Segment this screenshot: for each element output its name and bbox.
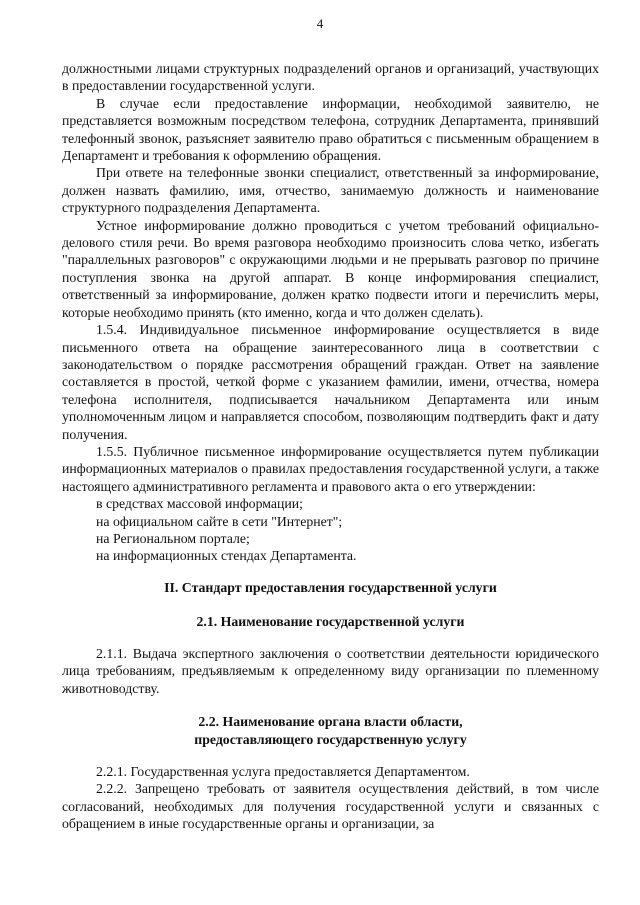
page-number: 4 [316,16,324,31]
subsection-heading-2-2 [62,713,599,749]
list-item-website: на официальном сайте в сети "Интернет"; [96,513,343,529]
list-item-stands: на информационных стендах Департамента. [96,548,357,564]
paragraph-phone-unavailable: В случае если предоставление информации, необходимой заявителю, не представляется возможным посредством телефона, сотрудник Департамента, принявший телефонный звонок, разъясняет заявителю право обратиться с письменным обращением в Департамент и требования к оформлению обращения. [62,95,599,164]
document-body [62,60,599,833]
subsection-heading-2-2-line1: 2.2. Наименование органа власти области, [198,714,463,729]
subsection-heading-2-2-line2: предоставляющего государственную услугу [194,732,467,747]
paragraph-1-5-4: 1.5.4. Индивидуальное письменное информирование осуществляется в виде письменного ответа на обращение заинтересованного лица в соответствии с законодательством о порядке рассмотрения обращений граждан. Ответ на заявление составляется в простой, четкой форме с указанием фамилии, имени, отчества, номера телефона исполнителя, подписывается начальником Департамента или иным уполномоченным лицом и направляется способом, позволяющим подтвердить факт и дату получения. [62,322,599,442]
section-heading-2: II. Стандарт предоставления государственной услуги [164,579,497,595]
list-item-media: в средствах массовой информации; [96,496,304,512]
paragraph-oral-informing: Устное информирование должно проводиться с учетом требований официально-делового стиля речи. Во время разговора необходимо произносить слова четко, избегать "параллельных разговоров" с окружающими людьми и не прерывать разговор по причине поступления звонка на другой аппарат. В конце информирования специалист, ответственный за информирование, должен кратко подвести итоги и перечислить меры, которые необходимо принять (кто именно, когда и что должен сделать). [62,217,599,320]
subsection-heading-2-1: 2.1. Наименование государственной услуги [196,613,465,629]
paragraph-continuation: должностными лицами структурных подразделений органов и организаций, участвующих в предоставлении государственной услуги. [62,61,599,94]
paragraph-1-5-5: 1.5.5. Публичное письменное информирование осуществляется путем публикации информационных материалов о правилах предоставления государственной услуги, а также настоящего административного регламента и правового акта о его утверждении: [62,443,599,494]
paragraph-2-2-1: 2.2.1. Государственная услуга предоставляется Департаментом. [96,764,470,779]
list-item-regional-portal: на Региональном портале; [96,530,250,546]
paragraph-phone-answer: При ответе на телефонные звонки специалист, ответственный за информирование, должен назвать фамилию, имя, отчество, занимаемую должность и наименование структурного подразделения Департамента. [62,165,599,216]
paragraph-2-2-2: 2.2.2. Запрещено требовать от заявителя осуществления действий, в том числе согласований, необходимых для получения государственной услуги и связанных с обращением в иные государственные органы и организации, за [62,781,599,832]
paragraph-2-1-1: 2.1.1. Выдача экспертного заключения о соответствии деятельности юридического лица требованиям, предъявляемым к определенному виду организации по племенному животноводству. [62,645,599,696]
